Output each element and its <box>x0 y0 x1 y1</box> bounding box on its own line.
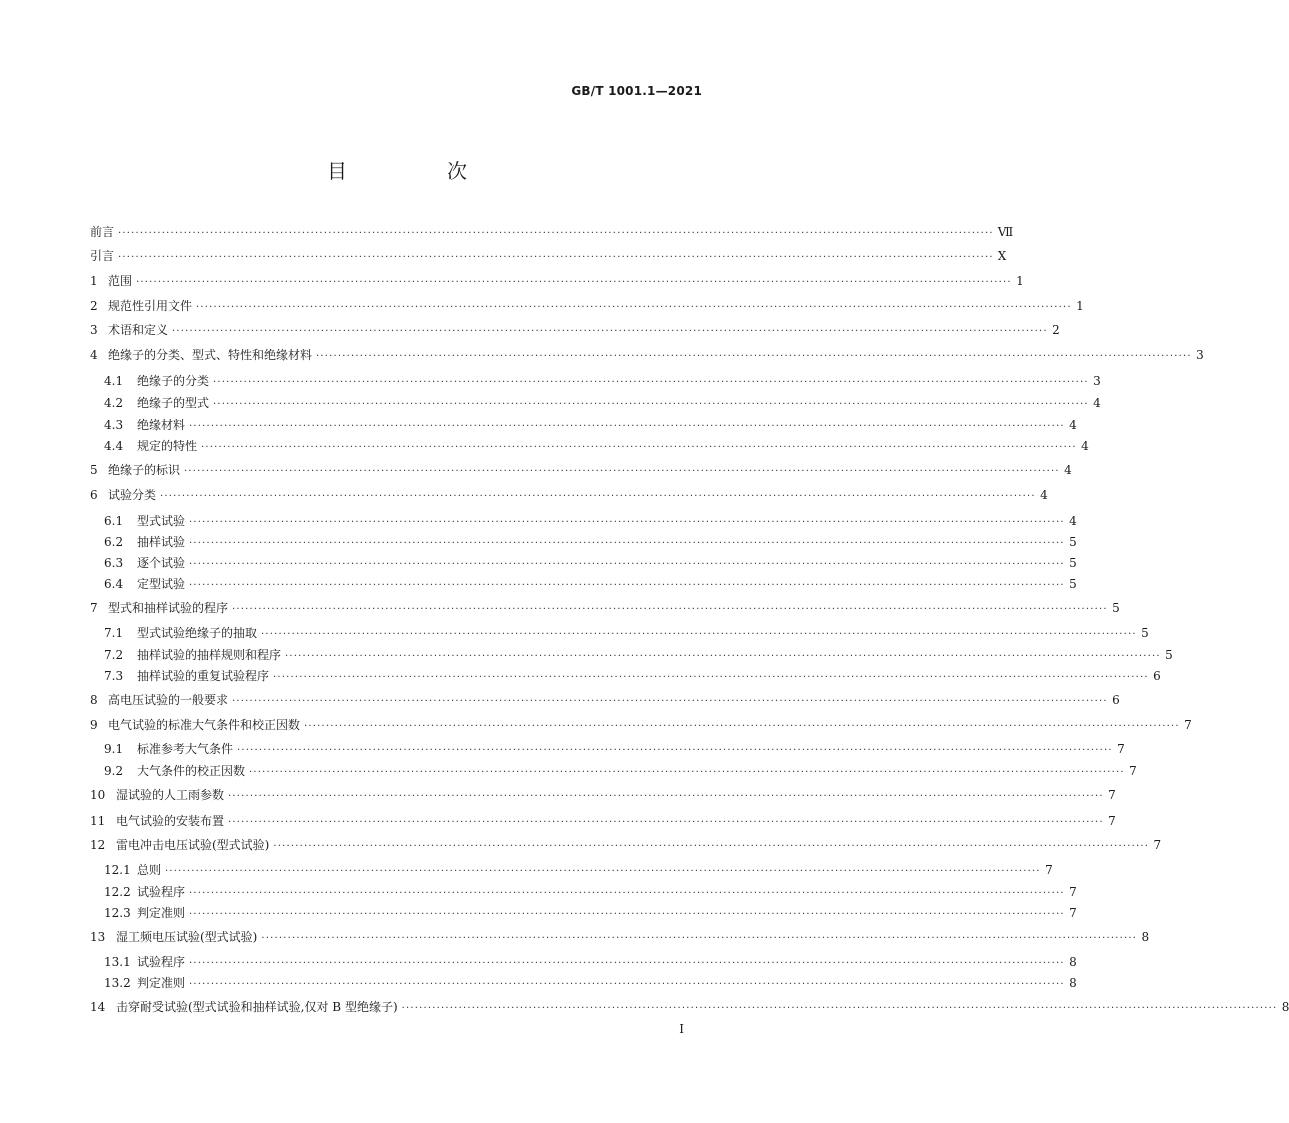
toc-leader-dots: ········································································································································································································ <box>261 933 1138 944</box>
toc-entry-page: 7 <box>1045 863 1053 877</box>
toc-entry[interactable] <box>104 976 1077 992</box>
toc-entry[interactable] <box>104 764 1137 780</box>
toc-leader-dots: ········································································································································································································ <box>172 326 1048 337</box>
toc-entry-number: 4.2 <box>104 396 124 410</box>
toc-entry-label: 前言 <box>90 225 115 239</box>
toc-leader-dots: ········································································································································································································ <box>189 888 1065 899</box>
toc-entry-number: 6.1 <box>104 514 124 528</box>
toc-leader-dots: ········································································································································································································ <box>232 604 1108 615</box>
toc-leader-dots: ········································································································································································································ <box>273 672 1149 683</box>
toc-entry-page: 7 <box>1153 838 1162 852</box>
toc-leader-dots: ········································································································································································································ <box>118 252 994 263</box>
toc-entry-label: 逐个试验 <box>137 556 186 570</box>
toc-entry[interactable] <box>90 463 1072 479</box>
toc-entry-page: 1 <box>1016 274 1024 288</box>
toc-entry-label: 湿工频电压试验(型式试验) <box>116 930 258 944</box>
toc-entry[interactable] <box>90 488 1048 504</box>
toc-entry-number: 13.1 <box>104 955 131 969</box>
toc-leader-dots: ········································································································································································································ <box>261 629 1137 640</box>
standard-code: GB/T 1001.1—2021 <box>571 84 702 98</box>
toc-entry-page: 7 <box>1117 742 1125 756</box>
toc-entry-label: 试验程序 <box>137 955 186 969</box>
toc-entry[interactable] <box>90 299 1084 315</box>
toc-entry-label: 雷电冲击电压试验(型式试验) <box>116 838 270 852</box>
toc-entry[interactable] <box>104 439 1089 455</box>
toc-leader-dots: ········································································································································································································ <box>201 442 1077 453</box>
toc-entry-label: 抽样试验的重复试验程序 <box>137 669 270 683</box>
toc-entry-number: 5 <box>90 463 98 477</box>
toc-entry-number: 7.1 <box>104 626 124 640</box>
toc-entry-number: 4.4 <box>104 439 124 453</box>
toc-entry[interactable] <box>90 838 1162 854</box>
toc-entry-label: 型式试验 <box>137 514 186 528</box>
toc-leader-dots: ········································································································································································································ <box>273 841 1150 852</box>
toc-leader-dots: ········································································································································································································ <box>285 651 1161 662</box>
toc-entry-number: 2 <box>90 299 98 313</box>
toc-entry[interactable] <box>90 814 1116 830</box>
toc-entry[interactable] <box>104 885 1077 901</box>
toc-entry[interactable] <box>104 374 1101 390</box>
toc-leader-dots: ········································································································································································································ <box>136 277 1012 288</box>
toc-entry-label: 总则 <box>137 863 162 877</box>
toc-entry-page: 7 <box>1129 764 1137 778</box>
toc-entry-page: 4 <box>1081 439 1089 453</box>
toc-entry-page: 8 <box>1069 976 1077 990</box>
toc-entry[interactable] <box>104 648 1173 664</box>
toc-entry[interactable] <box>104 669 1161 685</box>
toc-entry-label: 判定准则 <box>137 906 186 920</box>
toc-entry-label: 型式和抽样试验的程序 <box>108 601 229 615</box>
toc-entry-number: 8 <box>90 693 98 707</box>
toc-entry-page: 5 <box>1069 535 1077 549</box>
toc-leader-dots: ········································································································································································································ <box>304 721 1180 732</box>
toc-entry[interactable] <box>104 514 1077 530</box>
toc-entry[interactable] <box>104 742 1125 758</box>
toc-entry-page: Ⅶ <box>997 225 1014 239</box>
toc-entry-label: 试验程序 <box>137 885 186 899</box>
toc-entry[interactable] <box>104 396 1101 412</box>
toc-leader-dots: ········································································································································································································ <box>213 377 1089 388</box>
toc-leader-dots: ········································································································································································································ <box>189 559 1065 570</box>
toc-leader-dots: ········································································································································································································ <box>401 1003 1278 1014</box>
toc-entry-page: 8 <box>1281 1000 1289 1014</box>
toc-leader-dots: ········································································································································································································ <box>189 580 1065 591</box>
toc-entry-page: 4 <box>1093 396 1101 410</box>
toc-entry-page: 2 <box>1052 323 1060 337</box>
toc-entry-page: 4 <box>1040 488 1048 502</box>
toc-entry-label: 范围 <box>108 274 133 288</box>
toc-entry[interactable] <box>90 1000 1289 1016</box>
toc-entry-page: 4 <box>1069 418 1077 432</box>
toc-entry-page: 7 <box>1069 906 1077 920</box>
toc-entry-number: 7.3 <box>104 669 124 683</box>
toc-entry-page: 7 <box>1108 814 1116 828</box>
toc-entry[interactable] <box>90 225 1014 241</box>
toc-leader-dots: ········································································································································································································ <box>228 791 1104 802</box>
toc-leader-dots: ········································································································································································································ <box>316 351 1192 362</box>
toc-entry-number: 12 <box>90 838 106 852</box>
toc-entry-label: 绝缘子的标识 <box>108 463 181 477</box>
toc-entry-page: 7 <box>1184 718 1192 732</box>
page-number: I <box>679 1022 684 1036</box>
toc-entry-label: 大气条件的校正因数 <box>137 764 246 778</box>
toc-entry-label: 试验分类 <box>108 488 157 502</box>
toc-entry-number: 9 <box>90 718 98 732</box>
toc-leader-dots: ········································································································································································································ <box>160 491 1036 502</box>
toc-entry-label: 击穿耐受试验(型式试验和抽样试验,仅对 B 型绝缘子) <box>116 1000 398 1014</box>
toc-entry[interactable] <box>90 323 1060 339</box>
toc-leader-dots: ········································································································································································································ <box>189 909 1065 920</box>
toc-leader-dots: ········································································································································································································ <box>118 228 994 239</box>
toc-entry-label: 引言 <box>90 249 115 263</box>
toc-entry-page: 3 <box>1093 374 1101 388</box>
toc-entry-label: 抽样试验 <box>137 535 186 549</box>
toc-entry-label: 绝缘子的分类、型式、特性和绝缘材料 <box>108 348 313 362</box>
toc-entry[interactable] <box>104 577 1077 593</box>
toc-entry[interactable] <box>90 788 1116 804</box>
toc-entry[interactable] <box>104 955 1077 971</box>
toc-entry-page: 8 <box>1141 930 1150 944</box>
toc-entry-label: 术语和定义 <box>108 323 169 337</box>
toc-entry[interactable] <box>90 693 1120 709</box>
toc-entry-label: 型式试验绝缘子的抽取 <box>137 626 258 640</box>
toc-entry-number: 11 <box>90 814 106 828</box>
toc-entry-label: 高电压试验的一般要求 <box>108 693 229 707</box>
toc-entry-number: 7 <box>90 601 98 615</box>
toc-entry[interactable] <box>90 274 1024 290</box>
toc-entry[interactable] <box>104 626 1149 642</box>
toc-entry-number: 4.1 <box>104 374 124 388</box>
toc-entry-page: 5 <box>1112 601 1120 615</box>
toc-entry-page: 6 <box>1112 693 1120 707</box>
toc-entry[interactable] <box>104 418 1077 434</box>
toc-entry-page: Ⅹ <box>997 249 1007 263</box>
toc-entry-label: 绝缘子的型式 <box>137 396 210 410</box>
toc-entry[interactable] <box>90 348 1204 364</box>
toc-leader-dots: ········································································································································································································ <box>189 958 1065 969</box>
toc-entry-label: 电气试验的标准大气条件和校正因数 <box>108 718 301 732</box>
toc-entry-number: 6.3 <box>104 556 124 570</box>
toc-leader-dots: ········································································································································································································ <box>232 696 1108 707</box>
toc-entry-page: 1 <box>1076 299 1084 313</box>
toc-entry[interactable] <box>104 535 1077 551</box>
toc-leader-dots: ········································································································································································································ <box>165 866 1041 877</box>
toc-entry-page: 8 <box>1069 955 1077 969</box>
toc-entry-number: 6.4 <box>104 577 124 591</box>
toc-entry-label: 判定准则 <box>137 976 186 990</box>
toc-entry-number: 6 <box>90 488 98 502</box>
toc-entry-number: 4 <box>90 348 98 362</box>
toc-leader-dots: ········································································································································································································ <box>249 767 1125 778</box>
toc-entry-number: 4.3 <box>104 418 124 432</box>
toc-entry-page: 7 <box>1108 788 1116 802</box>
toc-entry-number: 1 <box>90 274 98 288</box>
toc-leader-dots: ········································································································································································································ <box>237 745 1113 756</box>
toc-entry-page: 6 <box>1153 669 1161 683</box>
toc-entry-number: 13.2 <box>104 976 131 990</box>
toc-entry-number: 10 <box>90 788 106 802</box>
toc-entry-number: 3 <box>90 323 98 337</box>
toc-entry-label: 电气试验的安装布置 <box>116 814 225 828</box>
toc-entry-page: 5 <box>1165 648 1173 662</box>
toc-entry-page: 5 <box>1069 556 1077 570</box>
toc-entry-page: 5 <box>1141 626 1149 640</box>
toc-entry-number: 9.2 <box>104 764 124 778</box>
toc-entry[interactable] <box>90 930 1150 946</box>
toc-entry-number: 6.2 <box>104 535 124 549</box>
toc-entry[interactable] <box>90 718 1192 734</box>
toc-entry-number: 12.2 <box>104 885 131 899</box>
toc-leader-dots: ········································································································································································································ <box>213 399 1089 410</box>
toc-entry[interactable] <box>104 556 1077 572</box>
toc-entry-page: 4 <box>1069 514 1077 528</box>
toc-leader-dots: ········································································································································································································ <box>189 538 1065 549</box>
toc-entry-label: 标准参考大气条件 <box>137 742 234 756</box>
toc-entry[interactable] <box>90 249 1007 265</box>
toc-entry-number: 12.3 <box>104 906 131 920</box>
toc-entry[interactable] <box>104 906 1077 922</box>
toc-leader-dots: ········································································································································································································ <box>184 466 1060 477</box>
toc-entry[interactable] <box>104 863 1053 879</box>
toc-entry-number: 13 <box>90 930 106 944</box>
toc-entry-label: 绝缘材料 <box>137 418 186 432</box>
toc-entry[interactable] <box>90 601 1120 617</box>
toc-entry-number: 14 <box>90 1000 106 1014</box>
toc-entry-page: 7 <box>1069 885 1077 899</box>
toc-leader-dots: ········································································································································································································ <box>189 421 1065 432</box>
toc-leader-dots: ········································································································································································································ <box>196 302 1072 313</box>
toc-entry-number: 9.1 <box>104 742 124 756</box>
toc-leader-dots: ········································································································································································································ <box>189 517 1065 528</box>
toc-leader-dots: ········································································································································································································ <box>189 979 1065 990</box>
toc-entry-number: 7.2 <box>104 648 124 662</box>
toc-entry-number: 12.1 <box>104 863 131 877</box>
toc-leader-dots: ········································································································································································································ <box>228 817 1104 828</box>
toc-entry-label: 规范性引用文件 <box>108 299 193 313</box>
toc-entry-page: 5 <box>1069 577 1077 591</box>
toc-entry-label: 绝缘子的分类 <box>137 374 210 388</box>
toc-entry-label: 规定的特性 <box>137 439 198 453</box>
toc-entry-label: 湿试验的人工雨参数 <box>116 788 225 802</box>
toc-entry-label: 抽样试验的抽样规则和程序 <box>137 648 282 662</box>
toc-entry-page: 3 <box>1196 348 1204 362</box>
toc-entry-page: 4 <box>1064 463 1072 477</box>
toc-entry-label: 定型试验 <box>137 577 186 591</box>
page-title: 目 次 <box>327 159 507 183</box>
